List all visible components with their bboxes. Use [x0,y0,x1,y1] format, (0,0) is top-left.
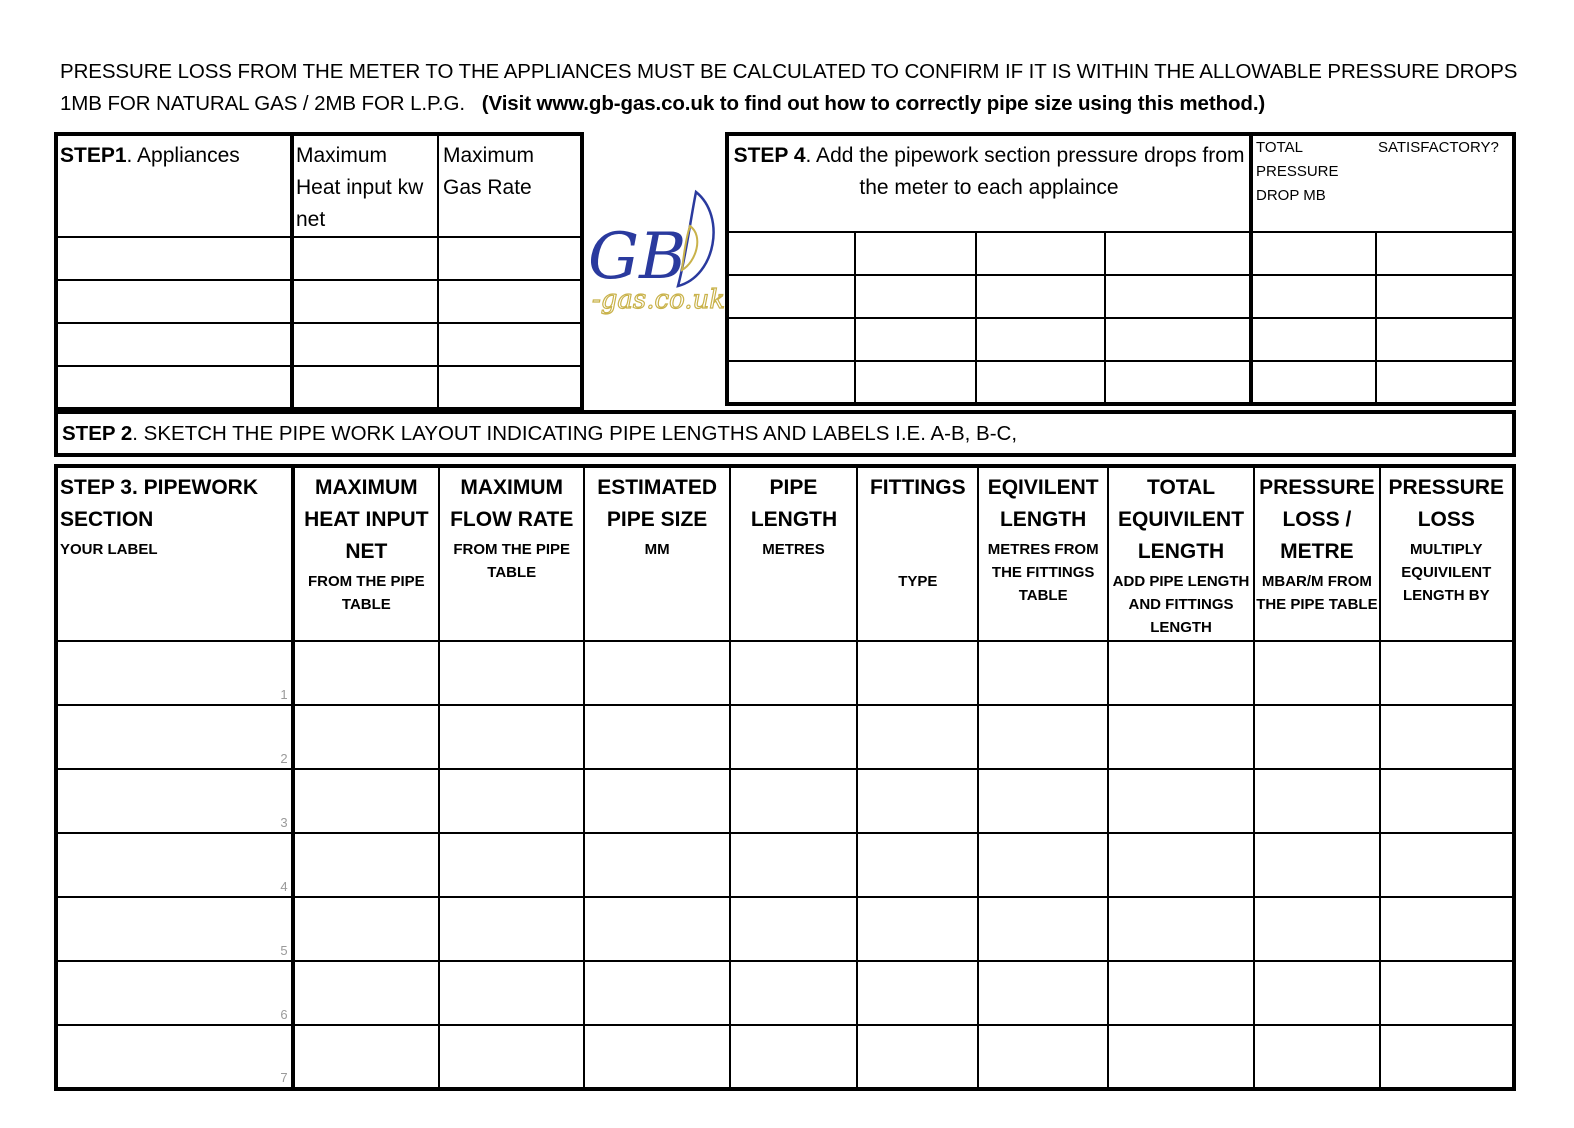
step4-cell[interactable] [976,232,1105,275]
table-cell[interactable] [293,833,439,897]
table-cell[interactable] [293,897,439,961]
step1-heat-input-header [292,134,438,237]
step1-gas-rate-header [438,134,582,237]
step1-cell[interactable] [56,323,292,366]
col-header-main: EQIVILENT LENGTH [987,476,1099,531]
step1-label: STEP1 [60,144,127,167]
table-cell[interactable] [1254,1025,1379,1089]
col-header-max-flow-rate [439,466,584,641]
table-cell[interactable] [857,769,978,833]
step1-cell[interactable] [292,366,438,409]
table-cell[interactable] [1254,705,1379,769]
table-cell[interactable] [439,897,584,961]
intro-line-2-plain: 1MB FOR NATURAL GAS / 2MB FOR L.P.G. [60,92,465,115]
pipework-label-cell[interactable] [56,1025,293,1089]
pipework-label-cell[interactable] [56,705,293,769]
table-cell[interactable] [1380,705,1514,769]
col-header-pressure-loss-per-metre [1254,466,1379,641]
step4-cell[interactable] [727,275,855,318]
step4-satisfactory-header [1376,134,1514,232]
col-header-main: MAXIMUM FLOW RATE [450,476,574,531]
step4-cell[interactable] [1251,318,1376,361]
table-cell[interactable] [584,641,729,705]
table-cell[interactable] [730,705,857,769]
table-cell[interactable] [1380,833,1514,897]
step1-cell[interactable] [438,366,582,409]
table-cell[interactable] [584,897,729,961]
table-cell[interactable] [439,833,584,897]
step1-cell[interactable] [56,237,292,280]
step2-label: STEP 2 [62,422,133,445]
col-header-sub: MBAR/M FROM THE PIPE TABLE [1256,573,1378,613]
intro-line-1: PRESSURE LOSS FROM THE METER TO THE APPLIANCES MUST BE CALCULATED TO CONFIRM IF IT IS WITHIN THE ALLOWABLE PRESSURE DROPS [60,60,1518,83]
step4-cell[interactable] [1105,232,1251,275]
table-cell[interactable] [439,1025,584,1089]
pipework-label-cell[interactable] [56,769,293,833]
step1-cell[interactable] [438,237,582,280]
pipework-label-cell[interactable] [56,897,293,961]
pipework-label-cell[interactable] [56,833,293,897]
table-cell[interactable] [978,705,1107,769]
col-header-sub: TYPE [898,573,938,590]
table-cell[interactable] [1380,961,1514,1025]
step4-total-header [1251,134,1376,232]
table-cell[interactable] [584,833,729,897]
step2-label-rest: . SKETCH THE PIPE WORK LAYOUT INDICATING PIPE LENGTHS AND LABELS I.E. A-B, B-C, [132,422,1018,445]
step4-cell[interactable] [976,318,1105,361]
col-header-main: TOTAL EQUIVILENT LENGTH [1118,476,1245,563]
step4-cell[interactable] [855,275,976,318]
table-cell[interactable] [857,1025,978,1089]
step4-satisfactory-label: SATISFACTORY? [1378,139,1499,156]
step4-label: STEP 4 [733,144,806,167]
col-header-sub: METRES [762,541,825,558]
table-cell[interactable] [439,769,584,833]
step4-cell[interactable] [727,361,855,404]
step3-pipework-table [54,464,1516,1091]
table-cell[interactable] [293,641,439,705]
col-header-total-equivalent-length [1108,466,1254,641]
col-header-max-heat-input [293,466,439,641]
table-cell[interactable] [1108,961,1254,1025]
step4-cell[interactable] [976,275,1105,318]
table-cell[interactable] [1380,897,1514,961]
step4-cell[interactable] [855,318,976,361]
logo-domain-text: -gas.co.uk [592,285,726,315]
col-header-sub: METRES FROM THE FITTINGS TABLE [987,541,1099,604]
step4-label-rest: . Add the pipework section pressure drops from the meter to each applaince [805,144,1245,199]
col-header-estimated-pipe-size [584,466,729,641]
step1-label-rest: . Appliances [126,144,240,167]
table-cell[interactable] [1254,769,1379,833]
table-cell[interactable] [857,705,978,769]
intro-line-2 [60,88,1540,120]
step4-cell[interactable] [1251,232,1376,275]
col-header-main: PIPE LENGTH [750,476,838,531]
table-cell[interactable] [978,641,1107,705]
step4-header [727,134,1251,232]
step1-cell[interactable] [292,323,438,366]
step1-cell[interactable] [56,366,292,409]
step1-cell[interactable] [292,237,438,280]
table-cell[interactable] [293,769,439,833]
step4-cell[interactable] [1105,275,1251,318]
step4-cell[interactable] [1376,318,1514,361]
col-header-sub: MULTIPLY EQUIVILENT LENGTH BY [1401,541,1492,604]
col-header-sub: YOUR LABEL [60,541,158,558]
step4-cell[interactable] [1105,318,1251,361]
table-cell[interactable] [978,769,1107,833]
step1-header [56,134,292,237]
step1-appliances-table [54,132,584,411]
table-cell[interactable] [1108,705,1254,769]
pipework-label-cell[interactable] [56,961,293,1025]
col-header-main: ESTIMATED PIPE SIZE [597,476,717,531]
table-cell[interactable] [439,641,584,705]
table-cell[interactable] [730,961,857,1025]
table-cell[interactable] [1380,641,1514,705]
col-header-main: PRESSURE LOSS / METRE [1259,476,1375,563]
table-cell[interactable] [439,705,584,769]
step4-cell[interactable] [727,232,855,275]
col-header-fittings [857,466,978,641]
step4-cell[interactable] [1251,275,1376,318]
col-header-pipe-length [730,466,857,641]
col-header-sub: ADD PIPE LENGTH AND FITTINGS LENGTH [1112,573,1250,636]
step1-cell[interactable] [438,280,582,323]
table-cell[interactable] [293,705,439,769]
col-header-main: MAXIMUM HEAT INPUT NET [304,476,429,563]
table-cell[interactable] [857,897,978,961]
table-cell[interactable] [730,769,857,833]
table-cell[interactable] [1380,1025,1514,1089]
table-cell[interactable] [857,641,978,705]
step4-pressure-drop-table [725,132,1516,406]
col-header-equivalent-length [978,466,1107,641]
step4-cell[interactable] [855,361,976,404]
intro-text [60,56,1540,120]
step2-sketch-banner[interactable] [54,410,1516,457]
table-cell[interactable] [730,897,857,961]
table-cell[interactable] [978,897,1107,961]
table-cell[interactable] [978,833,1107,897]
row-number: 4 [280,879,288,894]
table-cell[interactable] [1108,833,1254,897]
col-header-pressure-loss [1380,466,1514,641]
col-header-main: FITTINGS [869,476,966,499]
table-cell[interactable] [1254,897,1379,961]
table-cell[interactable] [584,961,729,1025]
table-cell[interactable] [1380,769,1514,833]
step1-heat-input-label: Maximum Heat input kw net [296,144,424,231]
table-cell[interactable] [584,1025,729,1089]
table-cell[interactable] [978,1025,1107,1089]
table-cell[interactable] [730,1025,857,1089]
row-number: 2 [280,751,288,766]
step4-cell[interactable] [727,318,855,361]
step1-gas-rate-label: Maximum Gas Rate [443,144,535,199]
intro-line-2-link-note: (Visit www.gb-gas.co.uk to find out how to correctly pipe size using this method.) [481,92,1266,115]
row-number: 7 [280,1070,288,1085]
step4-cell[interactable] [1105,361,1251,404]
col-header-sub: FROM THE PIPE TABLE [453,541,571,581]
row-number: 1 [280,687,288,702]
table-cell[interactable] [293,1025,439,1089]
col-header-main: STEP 3. PIPEWORK SECTION [60,476,258,531]
table-cell[interactable] [1108,1025,1254,1089]
table-cell[interactable] [1108,897,1254,961]
table-cell[interactable] [730,641,857,705]
table-cell[interactable] [1108,641,1254,705]
gb-gas-logo [586,186,726,320]
table-cell[interactable] [584,705,729,769]
table-cell[interactable] [978,961,1107,1025]
table-cell[interactable] [1254,961,1379,1025]
step1-cell[interactable] [292,280,438,323]
step1-cell[interactable] [56,280,292,323]
logo-gb-text: GB [588,220,687,294]
col-header-main: PRESSURE LOSS [1388,476,1505,531]
pipework-label-cell[interactable] [56,641,293,705]
table-cell[interactable] [857,961,978,1025]
step4-cell[interactable] [1376,232,1514,275]
step1-cell[interactable] [438,323,582,366]
table-cell[interactable] [439,961,584,1025]
row-number: 6 [280,1007,288,1022]
row-number: 5 [280,943,288,958]
table-cell[interactable] [730,833,857,897]
step4-cell[interactable] [855,232,976,275]
col-header-sub: FROM THE PIPE TABLE [307,573,425,613]
col-header-sub: MM [644,541,670,558]
col-header-pipework-section [56,466,293,641]
step4-cell[interactable] [1376,361,1514,404]
table-cell[interactable] [293,961,439,1025]
step4-total-label: TOTAL PRESSURE DROP MB [1256,139,1339,204]
row-number: 3 [280,815,288,830]
table-cell[interactable] [857,833,978,897]
table-cell[interactable] [1254,641,1379,705]
step4-cell[interactable] [1251,361,1376,404]
step4-cell[interactable] [1376,275,1514,318]
table-cell[interactable] [584,769,729,833]
table-cell[interactable] [1108,769,1254,833]
table-cell[interactable] [1254,833,1379,897]
step4-cell[interactable] [976,361,1105,404]
